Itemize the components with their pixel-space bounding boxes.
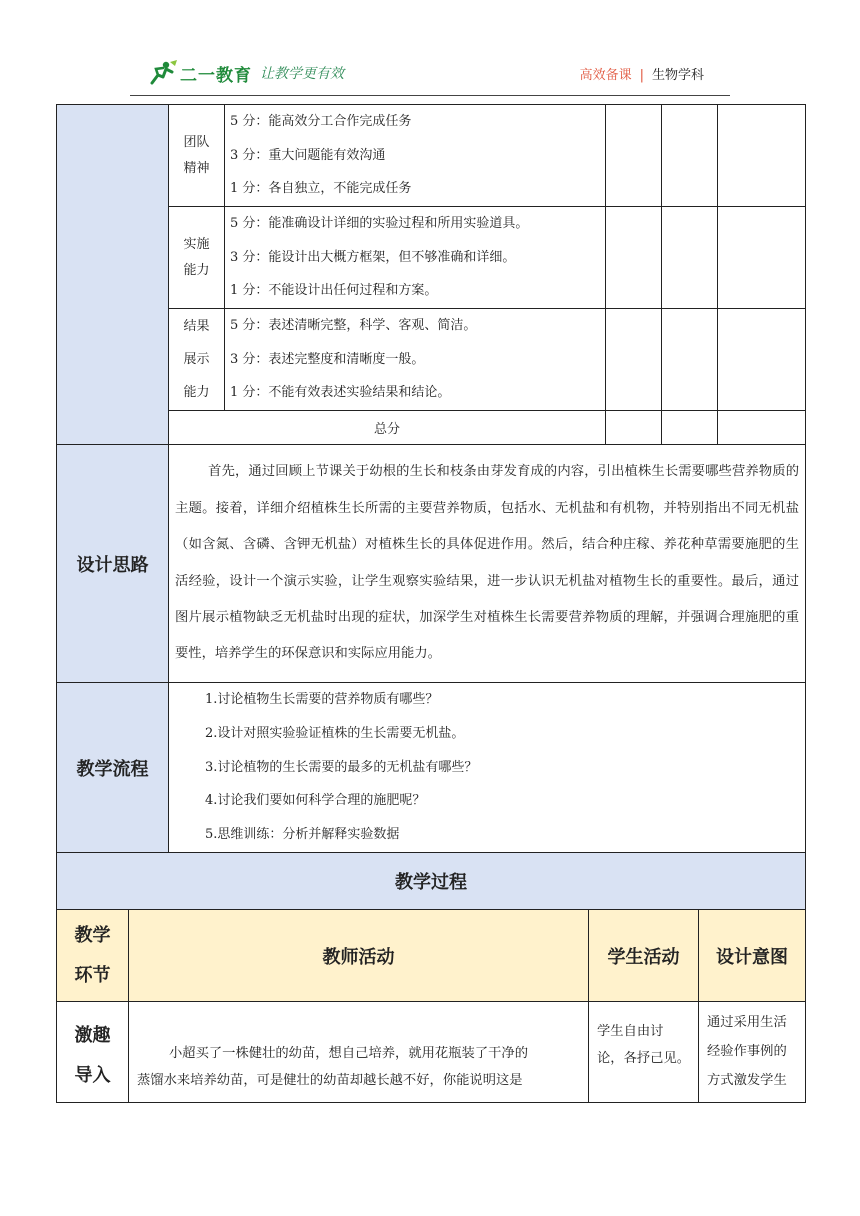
eval-criteria-team: 5 分：能高效分工合作完成任务 3 分：重大问题能有效沟通 1 分：各自独立，不能完成任务: [225, 105, 606, 207]
teacher-activity: 小超买了一株健壮的幼苗，想自己培养，就用花瓶装了干净的 蒸馏水来培养幼苗，可是健壮的幼苗却越长越不好，你能说明这是: [129, 1002, 589, 1103]
eval-criteria-present: 5 分：表述清晰完整，科学、客观、简洁。 3 分：表述完整度和清晰度一般。 1 分：不能有效表述实验结果和结论。: [225, 309, 606, 411]
score-cell: [662, 105, 718, 207]
eval-row-total: [57, 411, 806, 445]
score-cell: [718, 309, 806, 411]
score-cell: [606, 309, 662, 411]
score-cell: [606, 207, 662, 309]
header-tag-subject: 生物学科: [651, 68, 704, 83]
score-cell: [606, 411, 662, 445]
flow-row: [57, 683, 806, 853]
total-label: 总分: [169, 411, 606, 445]
eval-row-team: [57, 105, 806, 207]
flow-item: 3.讨论植物的生长需要的最多的无机盐有哪些？: [205, 759, 478, 775]
eval-category-present: 结果 展示 能力: [169, 309, 225, 411]
design-text-cell: [169, 445, 806, 683]
student-activity: 学生自由讨 论，各抒己见。: [589, 1002, 699, 1103]
header-divider: [130, 95, 730, 96]
logo: [144, 60, 344, 86]
brand-slogan: 让教学更有效: [260, 66, 344, 82]
flow-label: 教学流程: [57, 683, 169, 853]
score-cell: [662, 411, 718, 445]
flow-list: [169, 683, 806, 853]
header-tag-prep: 高效备课: [579, 68, 632, 83]
teaching-process-table: [56, 852, 806, 1103]
eval-row-present: [57, 309, 806, 411]
eval-row-implement: [57, 207, 806, 309]
process-title-row: [57, 853, 806, 910]
runner-logo-icon: [144, 60, 178, 86]
brand-name: 二一教育: [180, 65, 252, 86]
score-cell: [662, 309, 718, 411]
page-header: [130, 56, 730, 96]
header-intent: 设计意图: [699, 910, 806, 1002]
eval-criteria-implement: 5 分：能准确设计详细的实验过程和所用实验道具。 3 分：能设计出大概方框架，但不够准确和详细。 1 分：不能设计出任何过程和方案。: [225, 207, 606, 309]
score-cell: [718, 207, 806, 309]
eval-category-implement: 实施 能力: [169, 207, 225, 309]
score-cell: [718, 105, 806, 207]
process-header-row: [57, 910, 806, 1002]
header-teacher: 教师活动: [129, 910, 589, 1002]
score-cell: [718, 411, 806, 445]
score-cell: [662, 207, 718, 309]
header-student: 学生活动: [589, 910, 699, 1002]
design-intent: 通过采用生活 经验作事例的 方式激发学生: [699, 1002, 806, 1103]
lesson-plan-table: [56, 104, 806, 853]
process-row-intro: [57, 1002, 806, 1103]
header-separator: |: [639, 68, 644, 83]
score-cell: [606, 105, 662, 207]
flow-item: 4.讨论我们要如何科学合理的施肥呢？: [205, 793, 426, 809]
stage-intro: 激趣 导入: [57, 1002, 129, 1103]
design-text: 首先，通过回顾上节课关于幼根的生长和枝条由芽发育成的内容，引出植株生长需要哪些营养物质的主题。接着，详细介绍植株生长所需的主要营养物质，包括水、无机盐和有机物，并特别指出不同无机盐（如含氮、含磷、含钾无机盐）对植株生长的具体促进作用。然后，结合种庄稼、养花种草需要施肥的生活经验，设计一个演示实验，让学生观察实验结果，进一步认识无机盐对植物生长的重要性。最后，通过图片展示植物缺乏无机盐时出现的症状，加深学生对植株生长需要营养物质的理解，并强调合理施肥的重要性，培养学生的环保意识和实际应用能力。: [175, 464, 799, 662]
process-title: 教学过程: [57, 853, 806, 910]
eval-label-cell: [57, 105, 169, 445]
eval-category-team: 团队 精神: [169, 105, 225, 207]
flow-item: 1.讨论植物生长需要的营养物质有哪些？: [205, 692, 439, 707]
header-stage: 教学 环节: [57, 910, 129, 1002]
design-label: 设计思路: [57, 445, 169, 683]
design-row: [57, 445, 806, 683]
header-tags: [580, 64, 704, 83]
flow-item: 2.设计对照实验验证植株的生长需要无机盐。: [205, 725, 465, 741]
flow-item: 5.思维训练：分析并解释实验数据: [205, 827, 400, 843]
